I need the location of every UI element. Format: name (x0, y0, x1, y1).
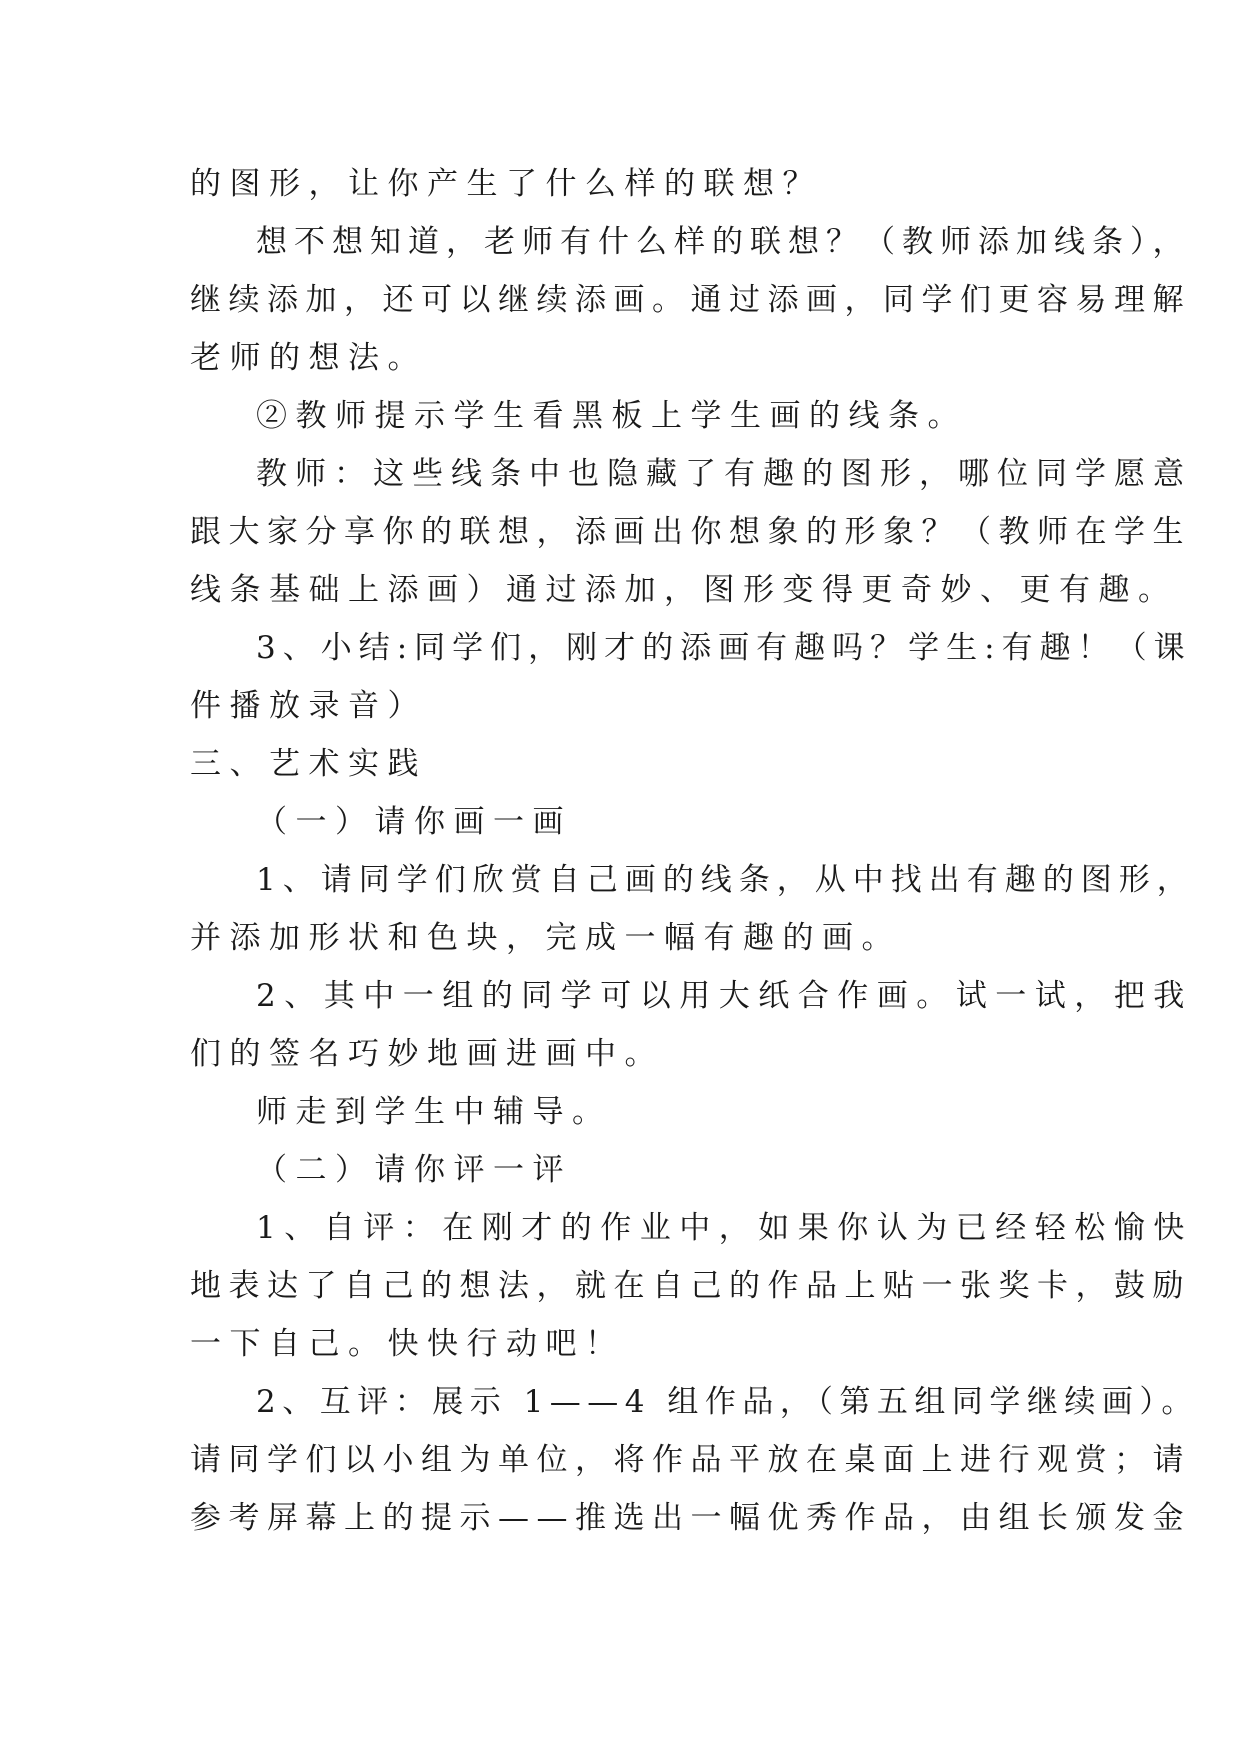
paragraph-line: 2、互评：展示 1——4 组作品，（第五组同学继续画）。 (256, 1384, 1199, 1420)
paragraph-line: 老师的想法。 (190, 340, 427, 376)
paragraph-line: 教师：这些线条中也隐藏了有趣的图形，哪位同学愿意 (256, 456, 1192, 492)
paragraph-line: 3、小结:同学们，刚才的添画有趣吗？学生:有趣！（课 (256, 630, 1192, 666)
section-heading: 三、艺术实践 (190, 746, 427, 782)
paragraph-line: 参考屏幕上的提示——推选出一幅优秀作品，由组长颁发金 (190, 1500, 1191, 1536)
paragraph-line: 请同学们以小组为单位，将作品平放在桌面上进行观赏；请 (190, 1442, 1191, 1478)
paragraph-line: 地表达了自己的想法，就在自己的作品上贴一张奖卡，鼓励 (190, 1268, 1191, 1304)
subsection-heading: （一）请你画一画 (256, 804, 572, 840)
paragraph-line: 们的签名巧妙地画进画中。 (190, 1036, 664, 1072)
paragraph-line: 继续添加，还可以继续添画。通过添画，同学们更容易理解 (190, 282, 1191, 318)
paragraph-line: 1、自评：在刚才的作业中，如果你认为已经轻松愉快 (256, 1210, 1193, 1246)
paragraph-line: 跟大家分享你的联想，添画出你想象的形象？（教师在学生 (190, 514, 1191, 550)
subsection-heading: （二）请你评一评 (256, 1152, 572, 1188)
paragraph-line: 想不想知道，老师有什么样的联想？（教师添加线条）， (256, 224, 1191, 260)
paragraph-line: 线条基础上添画）通过添加，图形变得更奇妙、更有趣。 (190, 572, 1178, 608)
paragraph-line: 一下自己。快快行动吧！ (190, 1326, 625, 1362)
paragraph-line: 师走到学生中辅导。 (256, 1094, 612, 1130)
paragraph-line: ②教师提示学生看黑板上学生画的线条。 (256, 398, 967, 434)
paragraph-line: 的图形，让你产生了什么样的联想？ (190, 166, 822, 202)
paragraph-line: 2、其中一组的同学可以用大纸合作画。试一试，把我 (256, 978, 1193, 1014)
paragraph-line: 1、请同学们欣赏自己画的线条，从中找出有趣的图形， (256, 862, 1195, 898)
paragraph-line: 并添加形状和色块，完成一幅有趣的画。 (190, 920, 901, 956)
paragraph-line: 件播放录音） (190, 688, 427, 724)
